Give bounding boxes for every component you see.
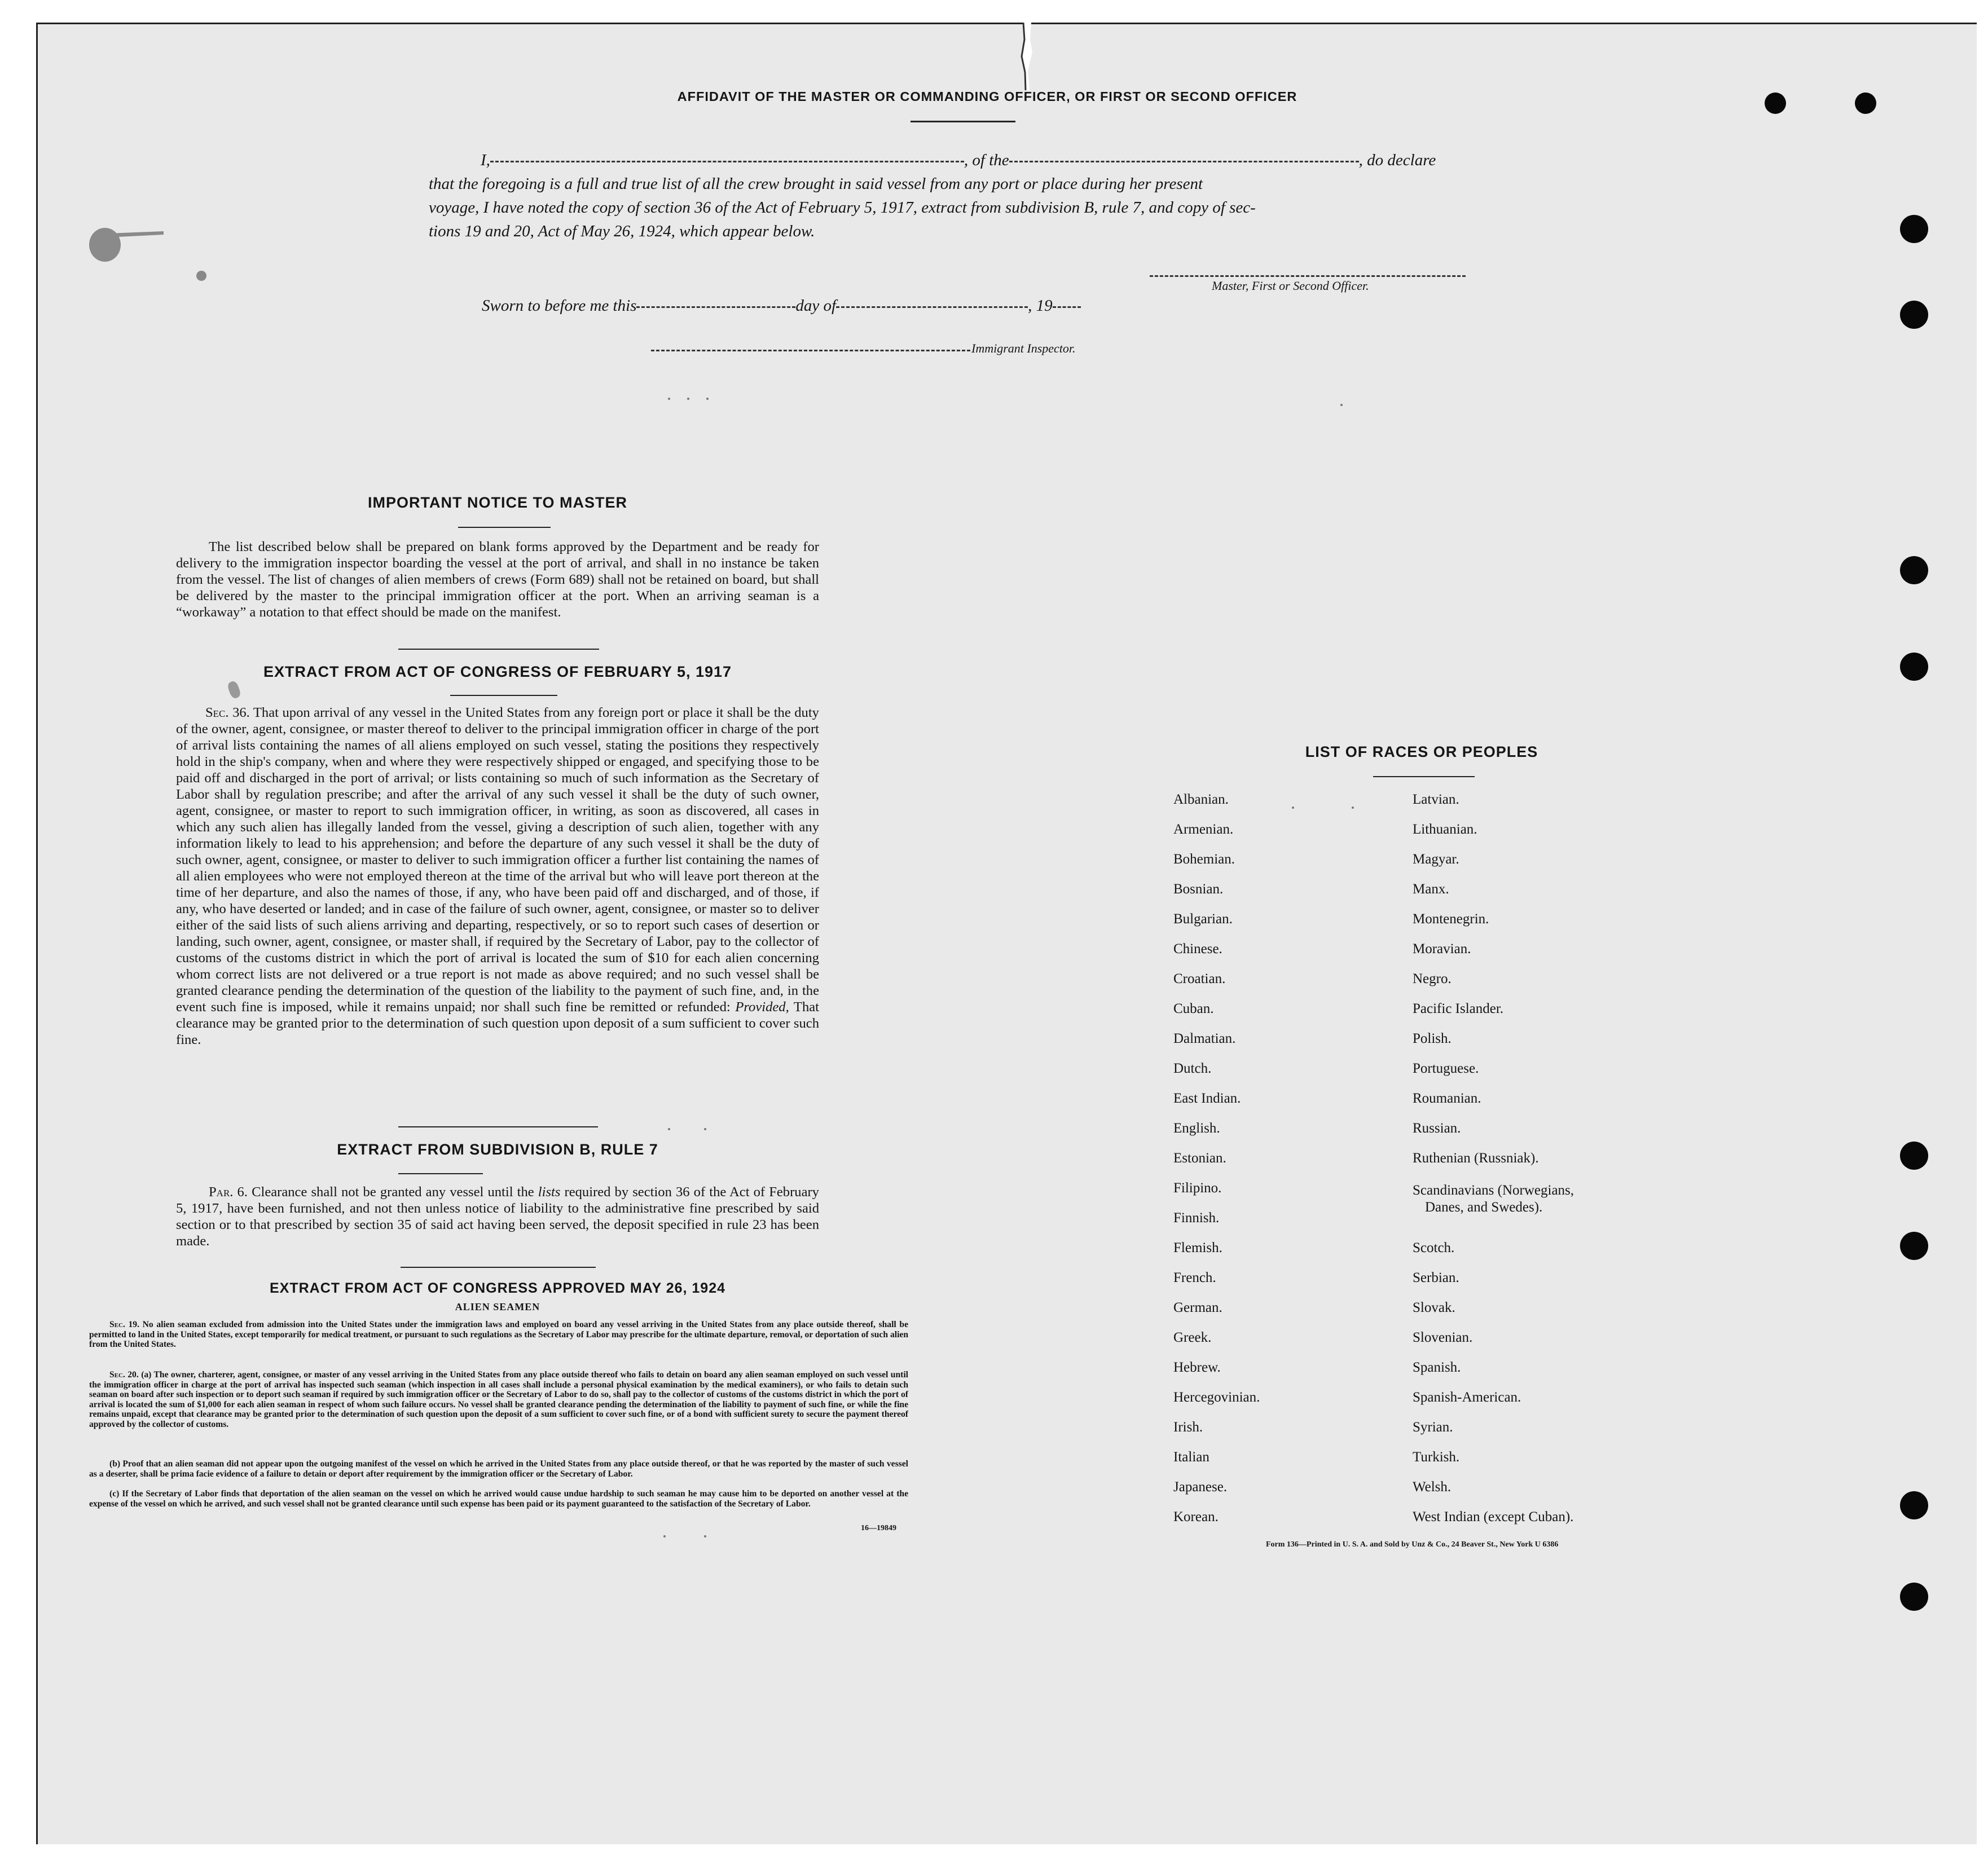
punch-hole: [1900, 215, 1928, 243]
race-item: Greek.: [1173, 1330, 1212, 1345]
race-item: West Indian (except Cuban).: [1413, 1509, 1574, 1524]
race-item: Ruthenian (Russniak).: [1413, 1151, 1539, 1166]
race-item: Scandinavians (Norwegians,: [1413, 1183, 1574, 1198]
race-item: Dalmatian.: [1173, 1031, 1236, 1046]
divider: [401, 1267, 596, 1268]
race-item: Dutch.: [1173, 1061, 1212, 1076]
race-item: Manx.: [1413, 882, 1449, 897]
divider: [398, 1126, 598, 1127]
race-item: Portuguese.: [1413, 1061, 1479, 1076]
lists-word: lists: [538, 1184, 561, 1200]
inspector-signature-field[interactable]: [651, 350, 970, 351]
speck: [663, 1535, 666, 1537]
race-item: Filipino.: [1173, 1180, 1222, 1196]
race-item: Finnish.: [1173, 1210, 1220, 1226]
extract-1917-text: [176, 704, 819, 1048]
ink-stain: [85, 222, 169, 267]
sworn-month-field[interactable]: [836, 306, 1028, 308]
race-item: East Indian.: [1173, 1091, 1241, 1106]
section-20-label: Sec. 20.: [109, 1370, 139, 1380]
notice-text: [176, 539, 819, 620]
affidavit-title: AFFIDAVIT OF THE MASTER OR COMMANDING OFFICER, OR FIRST OR SECOND OFFICER: [677, 89, 1298, 104]
race-item: Negro.: [1413, 971, 1452, 986]
notice-title: IMPORTANT NOTICE TO MASTER: [368, 494, 627, 511]
divider: [1373, 776, 1475, 777]
section-20b-text: (b) Proof that an alien seaman did not appear upon the outgoing manifest of the vessel on which he arrived in the United States from any place outside thereof, or that he was reported by the master of such vessel as a deserter, shall be prima facie evidence of a failure to detain or deport after requirement by the immigration officer or the Secretary of Labor.: [89, 1459, 908, 1479]
race-item: Turkish.: [1413, 1449, 1460, 1465]
speck: [1352, 807, 1354, 809]
vessel-name-field[interactable]: [1009, 161, 1359, 162]
race-item: French.: [1173, 1270, 1216, 1285]
section-19: [89, 1320, 908, 1350]
affidavit-of-the: , of the: [964, 151, 1009, 169]
punch-hole: [1900, 1491, 1928, 1519]
race-item: Latvian.: [1413, 792, 1459, 807]
race-item: Estonian.: [1173, 1151, 1226, 1166]
race-item: Irish.: [1173, 1420, 1203, 1435]
punch-hole: [1900, 1583, 1928, 1611]
sworn-day-field[interactable]: [636, 306, 795, 308]
race-item: Polish.: [1413, 1031, 1452, 1046]
race-item: Serbian.: [1413, 1270, 1459, 1285]
affidavit-line-4: tions 19 and 20, Act of May 26, 1924, which appear below.: [429, 222, 815, 240]
divider: [398, 1173, 483, 1174]
inspector-caption: Immigrant Inspector.: [971, 341, 1076, 355]
section-20c: [89, 1489, 908, 1509]
race-item: Bohemian.: [1173, 852, 1235, 867]
section-20b: [89, 1459, 908, 1479]
speck: [1340, 404, 1343, 406]
punch-hole: [1765, 92, 1786, 114]
race-item: Chinese.: [1173, 941, 1222, 957]
sworn-year-field[interactable]: [1053, 306, 1081, 308]
printer-footer: Form 136—Printed in U. S. A. and Sold by Unz & Co., 24 Beaver St., New York U 6386: [1266, 1540, 1559, 1549]
race-item: Scotch.: [1413, 1240, 1455, 1255]
master-name-field[interactable]: [490, 161, 964, 162]
par-6-label: Par. 6.: [209, 1184, 248, 1200]
race-item: English.: [1173, 1121, 1220, 1136]
race-item: Hercegovinian.: [1173, 1390, 1260, 1405]
punch-hole: [1855, 92, 1876, 114]
section-20a-text: (a) The owner, charterer, agent, consignee, or master of any vessel arriving in the United States from any place outside thereof who fails to detain on board any alien seaman employed on such vessel until the immigration officer in charge at the port of arrival has inspected such seaman (which inspection in all cases shall include a personal physical examination by the medical examiners), or who fails to detain such seaman on board after such inspection or to deport such seaman if required by such immigration officer or the Secretary of Labor to do so, shall pay to the collector of customs of the customs district in which the port of arrival is located the sum of $1,000 for each alien seaman in respect of whom such failure occurs. No vessel shall be granted clearance pending the determination of the liability to payment of such fine, or while the fine remains unpaid, except that clearance may be granted prior to the determination of such question upon the deposit of a sum sufficient to cover such fine, or of a bond with sufficient surety to secure the payment thereof approved by the collector of customs.: [89, 1370, 909, 1429]
affidavit-do-declare: , do declare: [1358, 151, 1436, 169]
extract-1924-title: EXTRACT FROM ACT OF CONGRESS APPROVED MAY 26, 1924: [269, 1280, 726, 1296]
punch-hole: [1900, 1142, 1928, 1170]
race-item: Roumanian.: [1413, 1091, 1481, 1106]
punch-hole: [1900, 1232, 1928, 1260]
race-item: Croatian.: [1173, 971, 1226, 986]
race-item: Korean.: [1173, 1509, 1219, 1524]
divider: [458, 527, 551, 528]
race-item: Cuban.: [1173, 1001, 1214, 1016]
divider: [911, 121, 1015, 122]
extract-rule7-title: EXTRACT FROM SUBDIVISION B, RULE 7: [337, 1141, 658, 1158]
extract-rule7-text: [176, 1184, 819, 1249]
sworn-day-of: day of: [795, 297, 837, 315]
affidavit-line-3: voyage, I have noted the copy of section 36 of the Act of February 5, 1917, extract from subdivision B, rule 7, and copy of sec-: [429, 199, 1256, 217]
speck: [706, 398, 709, 400]
punch-hole: [1900, 301, 1928, 329]
race-item: Magyar.: [1413, 852, 1459, 867]
race-item: German.: [1173, 1300, 1222, 1315]
signature-field[interactable]: [1150, 275, 1466, 277]
section-36-text-end: That clearance may be granted prior to the determination of such question upon deposit of a sum sufficient to cover such fine.: [176, 999, 819, 1047]
race-item: Hebrew.: [1173, 1360, 1221, 1375]
speck: [704, 1128, 706, 1130]
signature-caption: Master, First or Second Officer.: [1212, 279, 1369, 293]
notice-paragraph: The list described below shall be prepared on blank forms approved by the Department and be ready for delivery to the immigration inspector boarding the vessel at the port of arrival, and shall in no instance be taken from the vessel. The list of changes of alien members of crews (Form 689) shall not be retained on board, but shall be delivered by the master to the principal immigration officer at the port. When an arriving seaman is a “workaway” a notation to that effect should be made on the manifest.: [176, 539, 819, 620]
races-title: LIST OF RACES OR PEOPLES: [1305, 743, 1538, 760]
race-item: Lithuanian.: [1413, 822, 1477, 837]
affidavit-i-prefix: I,: [481, 151, 490, 169]
affidavit-line-2: that the foregoing is a full and true list of all the crew brought in said vessel from any port or place during her present: [429, 175, 1203, 193]
speck: [668, 398, 670, 400]
section-36-text: That upon arrival of any vessel in the United States from any foreign port or place it shall be the duty of the owner, agent, consignee, or master thereof to deliver to the principal immigration officer in charge of the port of arrival lists containing the names of all aliens employed on such vessel, stating the positions they respectively hold in the ship's company, when and where they were respectively shipped or engaged, and specifying those to be paid off and discharged in the port of arrival; or lists containing so much of such information as the Secretary of Labor shall by regulation prescribe; and after the arrival of any such vessel it shall be the duty of such owner, agent, consignee, or master to report to such immigration officer, in writing, as soon as discovered, all cases in which any such alien has illegally landed from the vessel, giving a description of such alien, together with any information likely to lead to his apprehension; and before the departure of any such vessel it shall be the duty of such owner, agent, consignee, or master to deliver to such immigration officer a further list containing the names of all alien employees who were not employed thereon at the time of the arrival but who will leave port thereon at the time of her departure, and also the names of those, if any, who have been paid off and discharged, and of those, if any, who have deserted or landed; and in case of the failure of such owner, agent, consignee, or master so to deliver either of the said lists of such aliens arriving and departing, respectively, or so to report such cases of desertion or landing, such owner, agent, consignee, or master shall, if required by the Secretary of Labor, pay to the collector of customs of the customs district in which the port of arrival is located the sum of $10 for each alien concerning whom correct lists are not delivered or a true report is not made as above required; and no such vessel shall be granted clearance pending the determination of the question of the liability to the payment of such fine, and, in the event such fine is imposed, while it remains unpaid; nor shall such fine be remitted or refunded:: [176, 705, 819, 1015]
par-6-text-a: Clearance shall not be granted any vessel until the: [252, 1184, 534, 1200]
section-36-label: Sec. 36.: [205, 705, 250, 720]
race-item: Japanese.: [1173, 1479, 1228, 1495]
sworn-line: [482, 297, 1081, 315]
provided-word: Provided,: [735, 999, 789, 1015]
speck: [668, 1128, 670, 1130]
race-item: Syrian.: [1413, 1420, 1453, 1435]
ink-spot: [196, 271, 206, 281]
speck: [1292, 807, 1294, 809]
race-item: Danes, and Swedes).: [1425, 1200, 1543, 1215]
extract-1917-title: EXTRACT FROM ACT OF CONGRESS OF FEBRUARY 5, 1917: [263, 663, 732, 680]
race-item: Slovenian.: [1413, 1330, 1473, 1345]
race-item: Moravian.: [1413, 941, 1471, 957]
torn-edge: [1020, 23, 1035, 90]
race-item: Russian.: [1413, 1121, 1461, 1136]
sworn-year-prefix: , 19: [1028, 297, 1053, 315]
race-item: Spanish-American.: [1413, 1390, 1521, 1405]
section-19-label: Sec. 19.: [109, 1320, 139, 1329]
race-item: Welsh.: [1413, 1479, 1452, 1495]
extract-1924-subtitle: ALIEN SEAMEN: [455, 1301, 540, 1312]
race-item: Montenegrin.: [1413, 911, 1489, 927]
section-20a: [89, 1370, 908, 1429]
race-item: Bosnian.: [1173, 882, 1224, 897]
punch-hole: [1900, 653, 1928, 681]
race-item: Albanian.: [1173, 792, 1229, 807]
speck: [704, 1535, 706, 1537]
race-item: Spanish.: [1413, 1360, 1461, 1375]
race-item: Slovak.: [1413, 1300, 1455, 1315]
race-item: Bulgarian.: [1173, 911, 1233, 927]
section-20c-text: (c) If the Secretary of Labor finds that deportation of the alien seaman on the vessel on which he arrived would cause undue hardship to such seaman he may cause him to be deported on another vessel at the expense of the vessel on which he arrived, and such vessel shall not be granted clearance until such expense has been paid or its payment guaranteed to the satisfaction of the Secretary of Labor.: [89, 1489, 908, 1509]
race-item: Flemish.: [1173, 1240, 1222, 1255]
divider: [450, 695, 557, 696]
par-6-text-b: required by section 36 of the Act of February 5, 1917, have been furnished, and not then unless notice of liability to the administrative fine prescribed by said section or to that prescribed by section 35 of said act having been served, the deposit specified in rule 23 has been made.: [176, 1184, 819, 1249]
affidavit-line-1: [481, 151, 1496, 170]
punch-hole: [1900, 556, 1928, 584]
section-19-text: No alien seaman excluded from admission into the United States under the immigration laws and employed on board any vessel arriving in the United States from any place outside thereof, shall be permitted to land in the United States, except temporarily for medical treatment, or pursuant to such regulations as the Secretary of Labor may prescribe for the ultimate departure, removal, or deportation of such alien from the United States.: [89, 1320, 908, 1349]
sworn-prefix: Sworn to before me this: [482, 297, 637, 315]
race-item: Armenian.: [1173, 822, 1234, 837]
form-number: 16—19849: [861, 1524, 896, 1532]
speck: [687, 398, 689, 400]
race-item: Italian: [1173, 1449, 1209, 1465]
divider: [398, 649, 599, 650]
race-item: Pacific Islander.: [1413, 1001, 1504, 1016]
